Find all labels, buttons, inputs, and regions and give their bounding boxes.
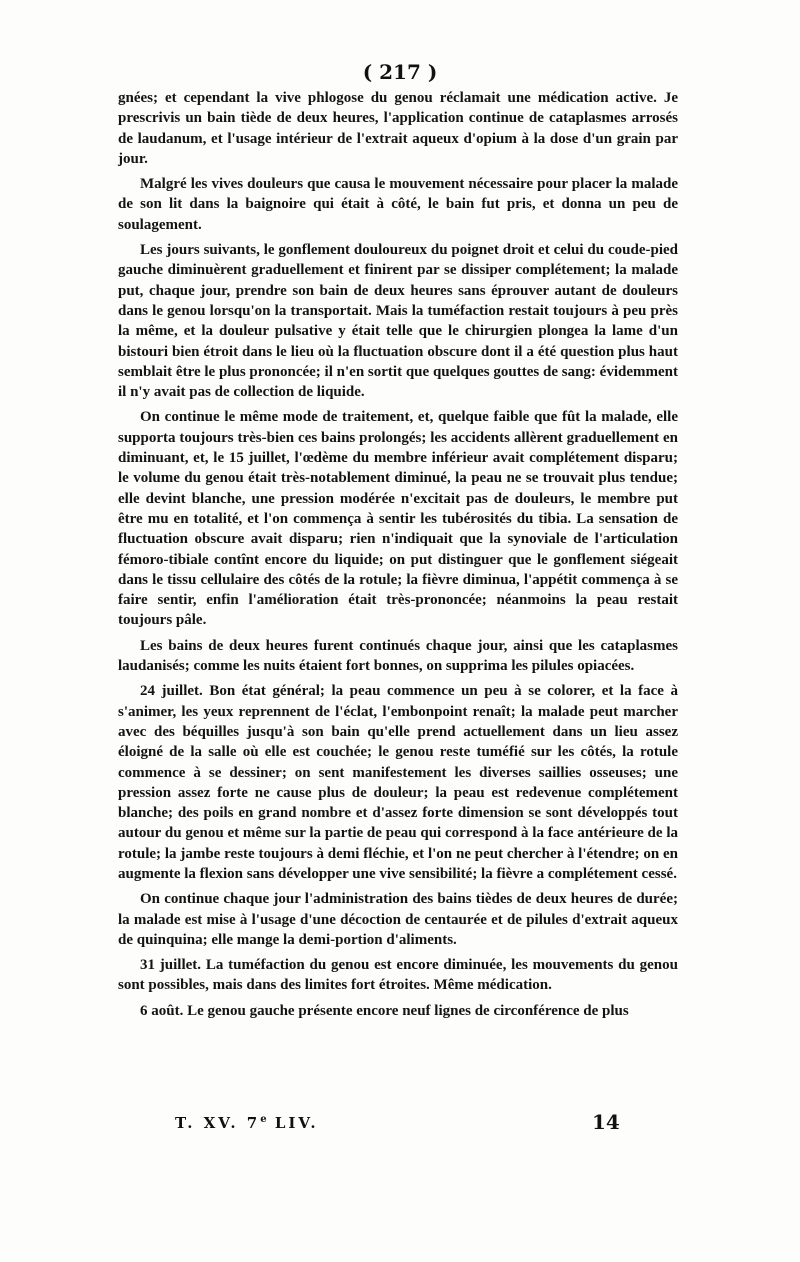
paragraph: Malgré les vives douleurs que causa le mouvement nécessaire pour placer la malade de son lit dans la baignoire qui était à côté, le bain fut pris, et donna un peu de soulagement. (118, 176, 678, 233)
paragraph: On continue chaque jour l'administration des bains tièdes de deux heures de durée; la malade est mise à l'usage d'une décoction de centaurée et de pilules d'extrait aqueux de quinquina; elle mange la demi-portion d'aliments. (118, 891, 678, 948)
signature-volume: T. XV. 7 (175, 1114, 261, 1132)
page-number: ( 217 ) (362, 60, 438, 84)
paragraph: Les bains de deux heures furent continués chaque jour, ainsi que les cataplasmes laudanisés; comme les nuits étaient fort bonnes, on supprima les pilules opiacées. (118, 637, 678, 675)
paragraph-continuation: gnées; et cependant la vive phlogose du genou réclamait une médication active. Je prescrivis un bain tiède de deux heures, l'application continue de cataplasmes arrosés de laudanum, et l'usage intérieur de l'extrait aqueux d'opium à la dose d'un grain par jour. (118, 90, 678, 167)
paragraph: 24 juillet. Bon état général; la peau commence un peu à se colorer, et la face à s'animer, les yeux reprennent de l'éclat, l'embonpoint renaît; la malade peut marcher avec des béquilles jusqu'à son bain qu'elle prend actuellement dans un lieu assez éloigné de la salle où elle est couchée; le genou reste tuméfié sur les côtés, la rotule commence à se dessiner; on sent manifestement les diverses saillies osseuses; une pression assez forte ne cause plus de douleur; la peau est redevenue complétement blanche; des poils en grand nombre et d'assez forte dimension se sont développés tout autour du genou et même sur la partie de peau qui correspond à la face antérieure de la rotule; la jambe reste toujours à demi fléchie, et l'on ne peut chercher à l'étendre; on en augmente la flexion sans développer une vive sensibilité; la fièvre a complétement cessé. (118, 683, 678, 882)
page-footer (0, 1110, 800, 1138)
paragraph: 31 juillet. La tuméfaction du genou est encore diminuée, les mouvements du genou sont possibles, mais dans des limites fort étroites. Même médication. (118, 957, 678, 994)
signature-tail: LIV. (266, 1114, 319, 1132)
signature-superscript: e (260, 1114, 267, 1125)
signature-mark (175, 1114, 319, 1132)
paragraph: 6 août. Le genou gauche présente encore neuf lignes de circonférence de plus (140, 1002, 629, 1019)
sheet-number: 14 (592, 1110, 620, 1134)
paragraph: Les jours suivants, le gonflement douloureux du poignet droit et celui du coude-pied gauche diminuèrent graduellement et finirent par se dissiper complétement; la malade put, chaque jour, prendre son bain de deux heures sans éprouver autant de douleurs dans le genou lorsqu'on la transportait. Mais la tuméfaction restait toujours à peu près la même, et la douleur pulsative y était telle que le chirurgien plongea la lame d'un bistouri bien étroit dans le lieu où la fluctuation obscure dont il a été question plus haut semblait être le plus prononcée; il n'en sortit que quelques gouttes de sang: évidemment il n'y avait pas de collection de liquide. (118, 242, 678, 401)
paragraph: On continue le même mode de traitement, et, quelque faible que fût la malade, elle supporta toujours très-bien ces bains prolongés; les accidents allèrent graduellement en diminuant, et, le 15 juillet, l'œdème du membre inférieur avait complétement disparu; le volume du genou était très-notablement diminué, la peau ne se trouvait plus tendue; elle devint blanche, une pression modérée n'excitait pas de douleurs, le membre put être mu en totalité, et l'on commença à sentir les tubérosités du tibia. La sensation de fluctuation obscure avait disparu; rien n'indiquait que la synoviale de l'articulation fémoro-tibiale contînt encore du liquide; on put distinguer que le gonflement siégeait dans le tissu cellulaire des côtés de la rotule; la fièvre diminua, l'appétit commença à se faire sentir, enfin l'amélioration était très-prononcée; néanmoins la peau restait toujours pâle. (118, 409, 678, 629)
page-body (118, 88, 678, 1026)
